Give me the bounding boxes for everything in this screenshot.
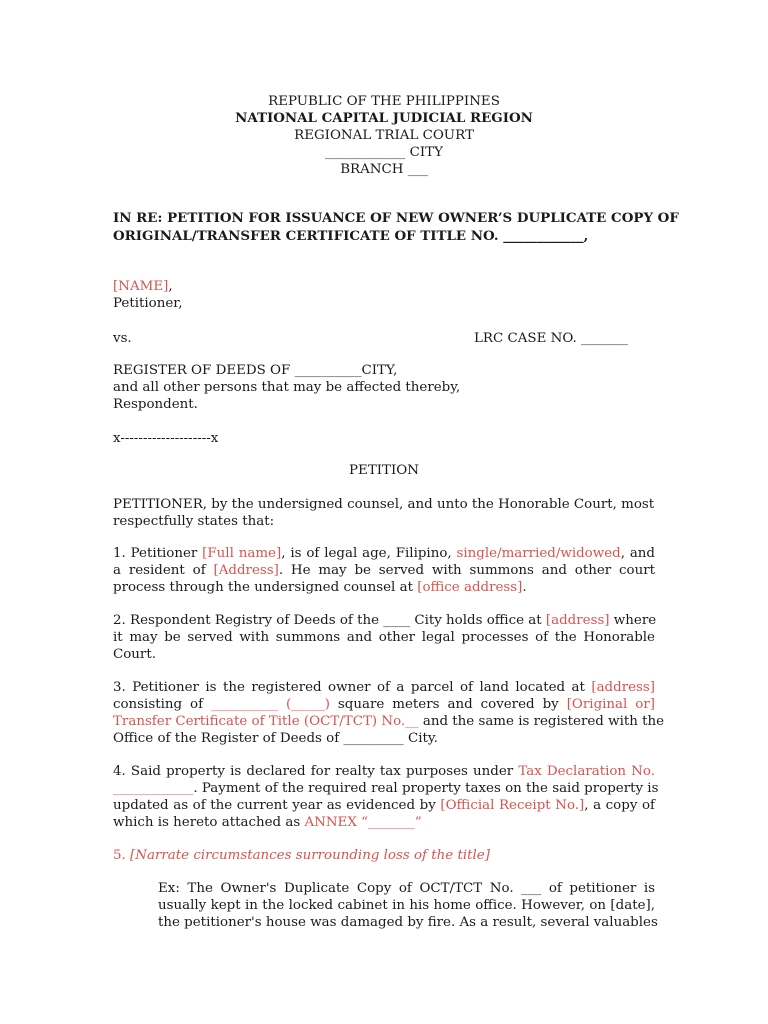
para2-line-3: Court.: [113, 647, 156, 662]
caption-line-2: ORIGINAL/TRANSFER CERTIFICATE OF TITLE NO. ____________,: [113, 228, 589, 244]
header-branch: BRANCH ___: [340, 162, 428, 177]
para2-line-1: [113, 612, 655, 629]
para1-line-2: [113, 562, 655, 579]
respondent-line-1: REGISTER OF DEEDS OF __________CITY,: [113, 363, 398, 378]
para4-line-3: [113, 797, 655, 814]
para1-text: 1. Petitioner: [113, 546, 203, 561]
para5-number: 5.: [113, 848, 131, 863]
para4-line-4: [113, 814, 422, 831]
para1-text: .: [522, 580, 527, 595]
caption-separator: x--------------------x: [113, 431, 219, 446]
example-line-1: Ex: The Owner's Duplicate Copy of OCT/TCT No. ___ of petitioner is: [158, 881, 655, 896]
placeholder-title-number: Transfer Certificate of Title (OCT/TCT) No.__: [113, 714, 419, 729]
example-line-3: the petitioner's house was damaged by fire. As a result, several valuables: [158, 915, 658, 930]
example-line-2: usually kept in the locked cabinet in his home office. However, on [date],: [158, 898, 655, 913]
para2-text: where: [609, 613, 657, 628]
placeholder-title-type: [Original or]: [566, 697, 655, 712]
petition-title: PETITION: [349, 463, 419, 478]
para4-text: 4. Said property is declared for realty tax purposes under: [113, 764, 519, 779]
placeholder-official-receipt: [Official Receipt No.]: [440, 798, 585, 813]
header-republic: REPUBLIC OF THE PHILIPPINES: [268, 94, 500, 109]
para3-line-2: [113, 696, 655, 713]
placeholder-address: [address]: [591, 680, 655, 695]
case-number: LRC CASE NO. _______: [474, 331, 628, 346]
caption-line-1: IN RE: PETITION FOR ISSUANCE OF NEW OWNER’S DUPLICATE COPY OF: [113, 210, 679, 226]
placeholder-office-address: [office address]: [417, 580, 523, 595]
header-city: ____________ CITY: [325, 145, 443, 160]
placeholder-full-name: [Full name]: [202, 546, 282, 561]
para4-text: , a copy of: [584, 798, 655, 813]
para3-line-3: [113, 713, 665, 730]
petitioner-name: [NAME]: [113, 279, 169, 294]
para3-text: square meters and covered by: [329, 697, 567, 712]
para5-line: [113, 847, 490, 864]
para1-text: , and: [620, 546, 655, 561]
respondent-line-2: and all other persons that may be affected thereby,: [113, 380, 461, 395]
intro-line-1: PETITIONER, by the undersigned counsel, and unto the Honorable Court, most: [113, 497, 655, 512]
para1-text: . He may be served with summons and other court: [278, 563, 655, 578]
placeholder-civil-status: single/married/widowed: [456, 546, 621, 561]
para4-text: updated as of the current year as evidenced by: [113, 798, 441, 813]
para1-line-3: [113, 579, 527, 596]
placeholder-tax-declaration-number: ____________: [113, 781, 194, 796]
petitioner-comma: ,: [168, 279, 173, 294]
placeholder-tax-declaration: Tax Declaration No.: [518, 764, 655, 779]
para3-text: and the same is registered with the: [418, 714, 665, 729]
respondent-label: Respondent.: [113, 397, 198, 412]
para2-line-2: it may be served with summons and other legal processes of the Honorable: [113, 630, 655, 645]
header-region: NATIONAL CAPITAL JUDICIAL REGION: [235, 110, 533, 126]
para4-text: . Payment of the required real property taxes on the said property is: [193, 781, 659, 796]
para3-text: consisting of: [113, 697, 212, 712]
intro-line-2: respectfully states that:: [113, 514, 275, 529]
para1-text: a resident of: [113, 563, 214, 578]
para1-text: process through the undersigned counsel at: [113, 580, 418, 595]
para4-line-1: [113, 763, 655, 780]
para3-line-4: Office of the Register of Deeds of _________ City.: [113, 731, 438, 746]
para1-text: , is of legal age, Filipino,: [281, 546, 457, 561]
para1-line-1: [113, 545, 655, 562]
header-court: REGIONAL TRIAL COURT: [294, 128, 474, 143]
petitioner-name-line: [113, 278, 173, 295]
para4-line-2: [113, 780, 659, 797]
placeholder-address: [Address]: [213, 563, 279, 578]
para3-text: 3. Petitioner is the registered owner of a parcel of land located at: [113, 680, 592, 695]
placeholder-area: __________ (_____): [211, 697, 330, 712]
para3-line-1: [113, 679, 655, 696]
placeholder-address: [address]: [545, 613, 610, 628]
petitioner-label: Petitioner,: [113, 296, 183, 311]
placeholder-narrative: [Narrate circumstances surrounding loss of the title]: [130, 848, 490, 863]
versus: vs.: [113, 331, 132, 346]
para4-text: which is hereto attached as: [113, 815, 305, 830]
placeholder-annex: ANNEX “_______”: [304, 815, 422, 830]
para2-text: 2. Respondent Registry of Deeds of the ____ City holds office at: [113, 613, 546, 628]
